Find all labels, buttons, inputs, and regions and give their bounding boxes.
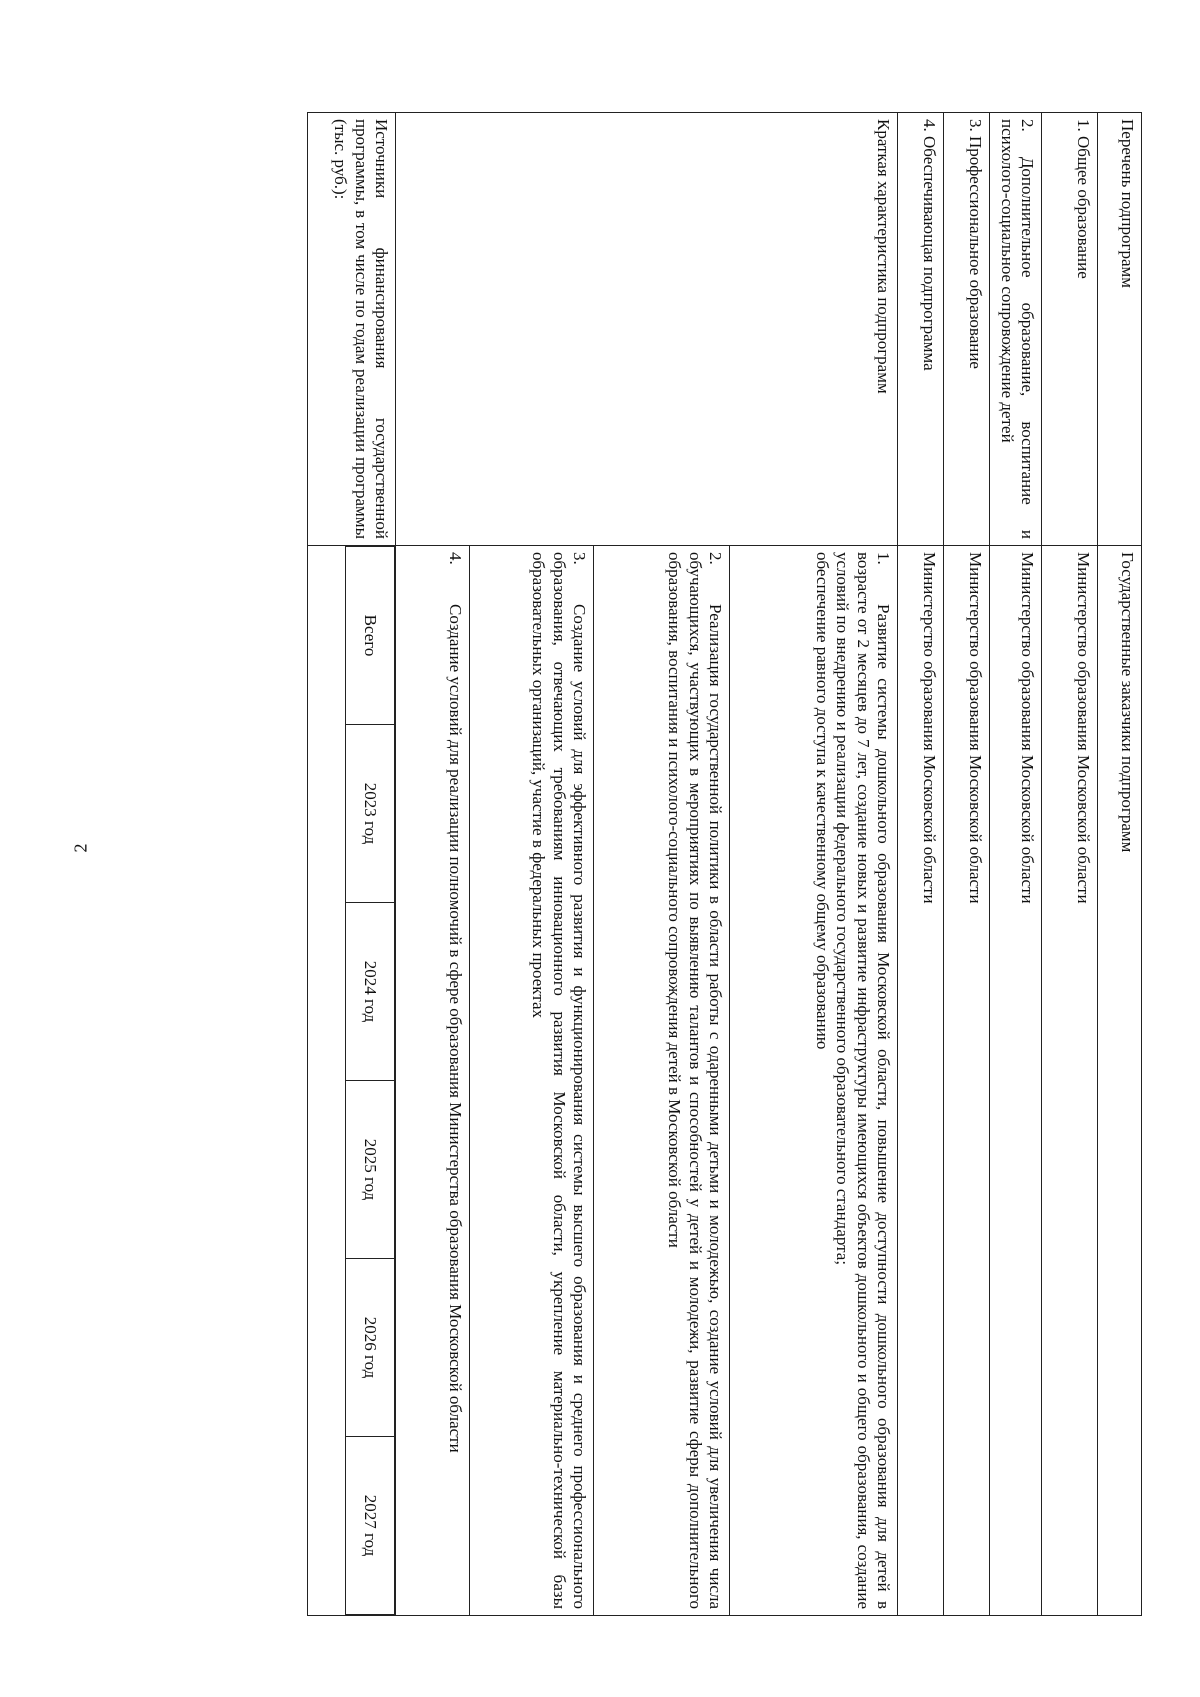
row-value: Министерство образования Московской области [944, 546, 990, 1616]
funding-column-2026: 2026 год [345, 1259, 394, 1437]
funding-column-2023: 2023 год [345, 725, 394, 903]
row-label: 1. Общее образование [1042, 113, 1098, 546]
table-row [990, 113, 1042, 1616]
row-value: Министерство образования Московской области [990, 546, 1042, 1616]
item-text: Создание условий для реализации полномочий в сфере образования Министерства образования Московской области [446, 604, 465, 1453]
table-row [1098, 113, 1142, 1616]
characteristic-item [396, 546, 470, 1616]
row-label: 2. Дополнительное образование, воспитание и психолого-социальное сопровождение детей [990, 113, 1042, 546]
item-number: 1. [874, 552, 893, 565]
characteristic-item [470, 546, 594, 1616]
row-label: Перечень подпрограмм [1098, 113, 1142, 546]
page-number: 2 [70, 843, 91, 853]
item-text: Развитие системы дошкольного образования Московской области, повышение доступности дошкольного образования для детей в возрасте от 2 месяцев до 7 лет, создание новых и развитие инфраструктуры имеющихся объектов дошкольного и общего образования, создание условий по внедрению и реализации федерального государственного образовательного стандарта; [833, 552, 893, 1609]
item-text: Реализация государственной политики в области работы с одаренными детьми и молодежью, создание условий для увеличения числа обучающихся, участвующих в мероприятиях по выявлению талантов и способностей у детей и молодежи, развитие сферы дополнительного образования, воспитания и психолого-социального сопровождения детей в Московской области [665, 552, 725, 1609]
item-extra: обеспечение равного доступа к качественному общему образованию [812, 552, 832, 1050]
row-label: 3. Профессиональное образование [944, 113, 990, 546]
row-label: 4. Обеспечивающая подпрограмма [898, 113, 944, 546]
program-passport-table [156, 112, 1142, 1616]
funding-column-2025: 2025 год [345, 1081, 394, 1259]
table-row [308, 113, 396, 1616]
table-row [730, 113, 898, 1616]
characteristic-item [730, 546, 898, 1616]
funding-header [345, 546, 395, 1615]
row-label: Краткая характеристика подпрограмм [396, 113, 898, 546]
row-label: Источники финансирования государственной программы, в том числе по годам реализации программы (тыс. руб.): [308, 113, 396, 546]
item-number: 2. [706, 552, 725, 565]
row-value: Министерство образования Московской области [898, 546, 944, 1616]
item-text: Создание условий для эффективного развития и функционирования системы высшего образования и среднего профессионального образования, отвечающих требованиям инновационного развития Московской области, укрепление материально-технической базы образовательных организаций, участие в федеральных проектах [529, 552, 589, 1609]
funding-column-2024: 2024 год [345, 903, 394, 1081]
item-number: 3. [570, 552, 589, 565]
item-number: 4. [446, 552, 465, 565]
row-value: Государственные заказчики подпрограмм [1098, 546, 1142, 1616]
row-value: Министерство образования Московской области [1042, 546, 1098, 1616]
characteristic-item [594, 546, 730, 1616]
funding-column-total: Всего [345, 547, 394, 725]
table-row [898, 113, 944, 1616]
table-row [944, 113, 990, 1616]
funding-column-2027: 2027 год [345, 1437, 394, 1615]
table-row [1042, 113, 1098, 1616]
